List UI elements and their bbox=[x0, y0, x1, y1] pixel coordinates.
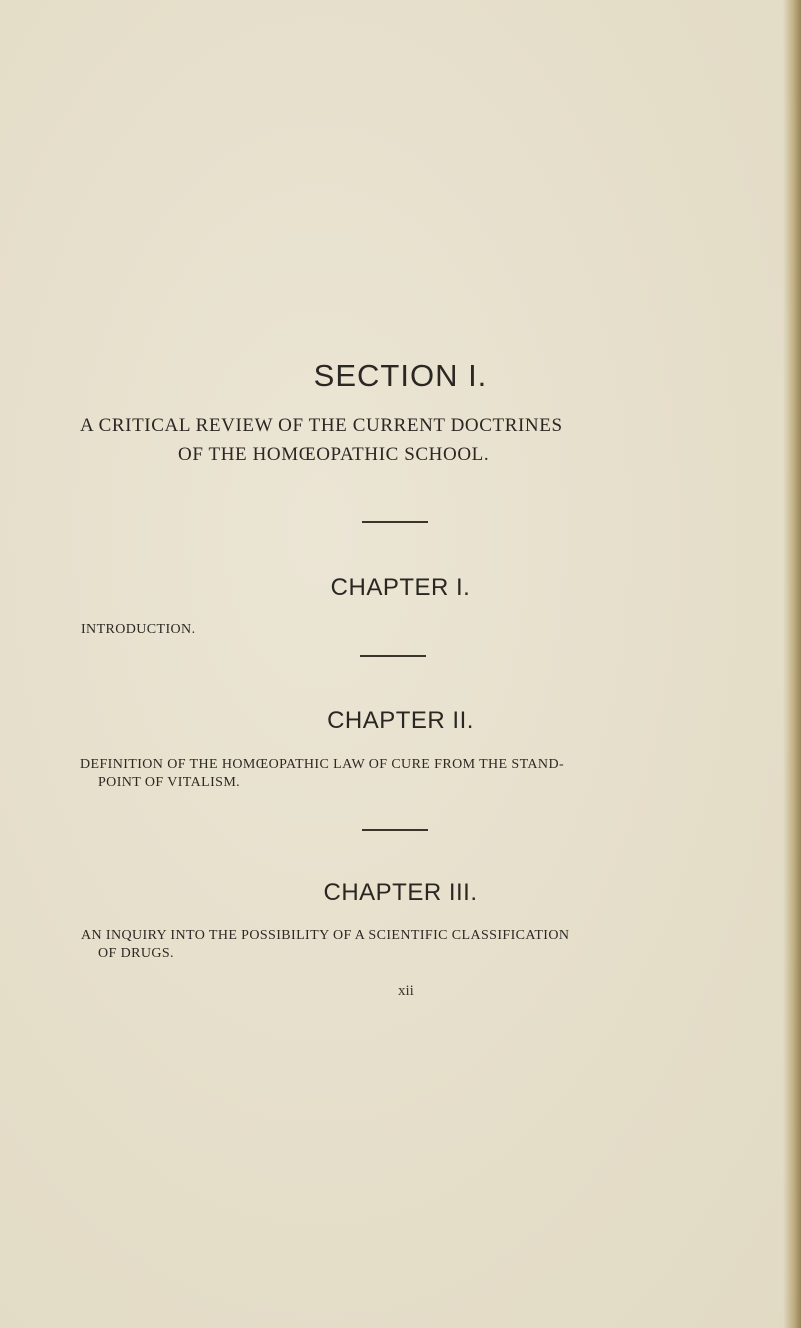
chapter-2-title: CHAPTER II. bbox=[327, 707, 474, 734]
chapter-2-description-line-1: DEFINITION OF THE HOMŒOPATHIC LAW OF CURE FROM THE STAND- bbox=[80, 757, 565, 772]
section-subtitle-line-2: OF THE HOMŒOPATHIC SCHOOL. bbox=[178, 444, 490, 465]
chapter-divider-2 bbox=[362, 829, 428, 831]
chapter-3-description-line-1: AN INQUIRY INTO THE POSSIBILITY OF A SCIENTIFIC CLASSIFICATION bbox=[81, 928, 570, 943]
page-number: xii bbox=[398, 983, 414, 999]
section-title: SECTION I. bbox=[313, 358, 488, 393]
section-subtitle-line-1: A CRITICAL REVIEW OF THE CURRENT DOCTRINES bbox=[80, 415, 563, 436]
chapter-1-title: CHAPTER I. bbox=[330, 574, 471, 601]
page-edge-shadow bbox=[783, 0, 801, 1328]
chapter-3-title: CHAPTER III. bbox=[323, 879, 478, 906]
chapter-divider-1 bbox=[360, 655, 426, 657]
chapter-2-description-line-2: POINT OF VITALISM. bbox=[98, 775, 241, 790]
chapter-3-description-line-2: OF DRUGS. bbox=[98, 946, 174, 961]
chapter-1-description: INTRODUCTION. bbox=[81, 622, 196, 637]
section-divider bbox=[362, 521, 428, 523]
